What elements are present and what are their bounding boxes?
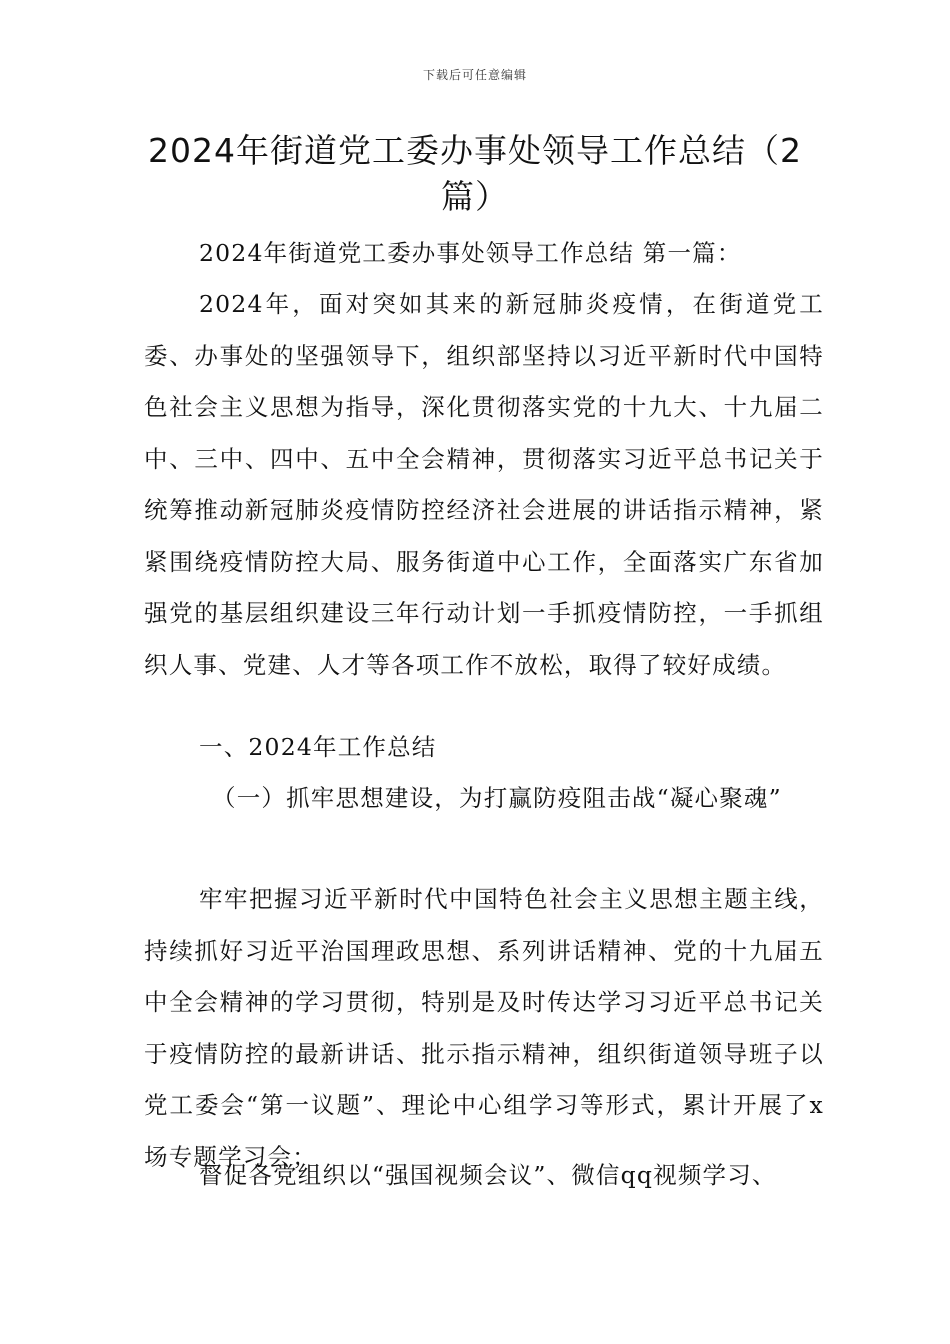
subsection-heading: （一）抓牢思想建设，为打赢防疫阻击战“凝心聚魂” bbox=[212, 784, 782, 812]
download-note: 下载后可任意编辑 bbox=[422, 68, 527, 82]
document-subtitle: 2024年街道党工委办事处领导工作总结 第一篇： bbox=[199, 239, 742, 267]
paragraph-continued: 督促各党组织以“强国视频会议”、微信qq视频学习、 bbox=[199, 1161, 777, 1189]
paragraph-body: 牢牢把握习近平新时代中国特色社会主义思想主题主线，持续抓好习近平治国理政思想、系列讲话精神、党的十九届五中全会精神的学习贯彻，特别是及时传达学习习近平总书记关于疫情防控的最新讲话、批示指示精神，组织街道领导班子以党工委会“第一议题”、理论中心组学习等形式，累计开展了x场专题学习会； bbox=[144, 885, 824, 1171]
document-title: 2024年街道党工委办事处领导工作总结（2篇） bbox=[148, 131, 802, 216]
section-heading: 一、2024年工作总结 bbox=[199, 733, 437, 761]
paragraph-intro: 2024年，面对突如其来的新冠肺炎疫情，在街道党工委、办事处的坚强领导下，组织部坚持以习近平新时代中国特色社会主义思想为指导，深化贯彻落实党的十九大、十九届二中、三中、四中、五中全会精神，贯彻落实习近平总书记关于统筹推动新冠肺炎疫情防控经济社会进展的讲话指示精神，紧紧围绕疫情防控大局、服务街道中心工作，全面落实广东省加强党的基层组织建设三年行动计划一手抓疫情防控，一手抓组织人事、党建、人才等各项工作不放松，取得了较好成绩。 bbox=[144, 290, 824, 679]
